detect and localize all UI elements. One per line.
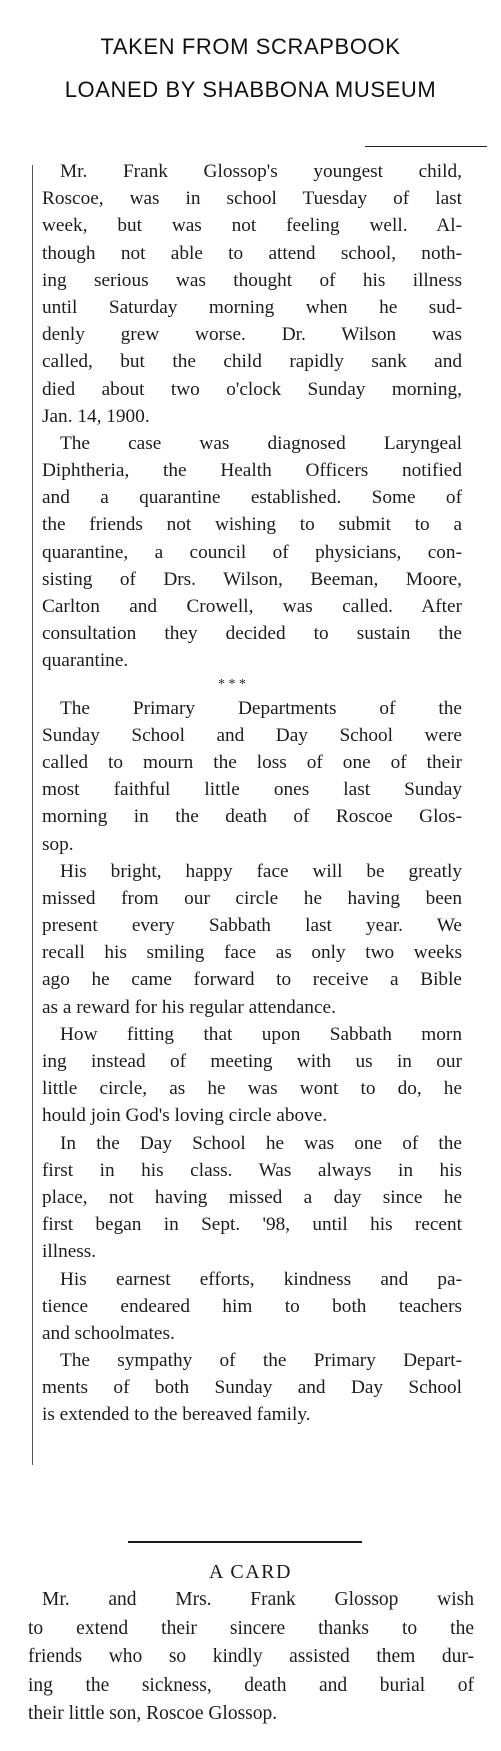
article-line: week, but was not feeling well. Al- <box>42 215 462 237</box>
header-line-2: LOANED BY SHABBONA MUSEUM <box>64 77 437 102</box>
article-line: How fitting that upon Sabbath morn <box>60 1023 462 1045</box>
article-line: Mr. Frank Glossop's youngest child, <box>60 161 462 182</box>
article-line: ments of both Sunday and Day School <box>42 1377 462 1399</box>
article-line: quarantine, a council of physicians, con- <box>42 541 462 563</box>
article-line: until Saturday morning when he sud- <box>42 296 462 318</box>
article-line: recall his smiling face as only two weeks <box>42 942 462 964</box>
article-line: The case was diagnosed Laryngeal <box>60 432 462 454</box>
article-line: ing instead of meeting with us in our <box>42 1051 462 1072</box>
article-line: illness. <box>42 1241 97 1263</box>
article-line: missed from our circle he having been <box>42 887 462 909</box>
article-line: died about two o'clock Sunday morning, <box>42 378 462 400</box>
article-line: as a reward for his regular attendance. <box>42 996 336 1018</box>
article-line: His bright, happy face will be greatly <box>60 860 462 882</box>
article-line: sop. <box>42 833 74 855</box>
article-line: Roscoe, was in school Tuesday of last <box>42 188 462 210</box>
header-line-1: TAKEN FROM SCRAPBOOK <box>100 34 401 59</box>
card-line: to extend their sincere thanks to the <box>28 1617 474 1639</box>
column-rule <box>32 165 33 1465</box>
article-line: Jan. 14, 1900. <box>42 405 150 427</box>
article-line: Carlton and Crowell, was called. After <box>42 596 462 617</box>
card-line: their little son, Roscoe Glossop. <box>28 1703 278 1724</box>
article-line: In the Day School he was one of the <box>60 1132 462 1154</box>
article-line: first in his class. Was always in his <box>42 1159 462 1181</box>
article-line: morning in the death of Roscoe Glos- <box>42 806 462 828</box>
card-line: friends who so kindly assisted them dur- <box>28 1646 474 1667</box>
page-header <box>0 36 501 101</box>
article-line: called, but the child rapidly sank and <box>42 351 462 373</box>
card-rule-divider <box>128 1541 362 1543</box>
article-line: and a quarantine established. Some of <box>42 487 462 509</box>
article-line: Sunday School and Day School were <box>42 724 462 746</box>
article-line: quarantine. <box>42 650 129 672</box>
article-line: little circle, as he was wont to do, he <box>42 1078 462 1100</box>
card-line: ing the sickness, death and burial of <box>28 1674 474 1696</box>
article-line: The sympathy of the Primary Depart- <box>60 1350 462 1372</box>
section-separator: * * * <box>218 676 246 692</box>
article-line: called to mourn the loss of one of their <box>42 751 462 773</box>
article-line: consultation they decided to sustain the <box>42 623 462 645</box>
article-line: the friends not wishing to submit to a <box>42 514 462 536</box>
article-line: ing serious was thought of his illness <box>42 269 462 291</box>
article-line: place, not having missed a day since he <box>42 1186 462 1208</box>
article-line: is extended to the bereaved family. <box>42 1404 311 1426</box>
article-line: tience endeared him to both teachers <box>42 1295 462 1317</box>
article-line: sisting of Drs. Wilson, Beeman, Moore, <box>42 568 462 590</box>
top-rule-divider <box>365 146 487 147</box>
article-line: most faithful little ones last Sunday <box>42 779 462 801</box>
card-of-thanks <box>28 1586 474 1729</box>
card-line: Mr. and Mrs. Frank Glossop wish <box>42 1589 474 1610</box>
article-line: The Primary Departments of the <box>60 697 462 719</box>
article-line: present every Sabbath last year. We <box>42 915 462 937</box>
card-title: A CARD <box>209 1561 292 1583</box>
article-line: though not able to attend school, noth- <box>42 242 462 264</box>
obituary-article <box>42 158 462 1429</box>
article-line: denly grew worse. Dr. Wilson was <box>42 324 462 346</box>
article-line: ago he came forward to receive a Bible <box>42 969 462 991</box>
article-line: first began in Sept. '98, until his recent <box>42 1214 462 1236</box>
article-line: and schoolmates. <box>42 1322 175 1344</box>
article-line: hould join God's loving circle above. <box>42 1105 328 1127</box>
article-line: His earnest efforts, kindness and pa- <box>60 1268 462 1290</box>
article-line: Diphtheria, the Health Officers notified <box>42 460 462 482</box>
